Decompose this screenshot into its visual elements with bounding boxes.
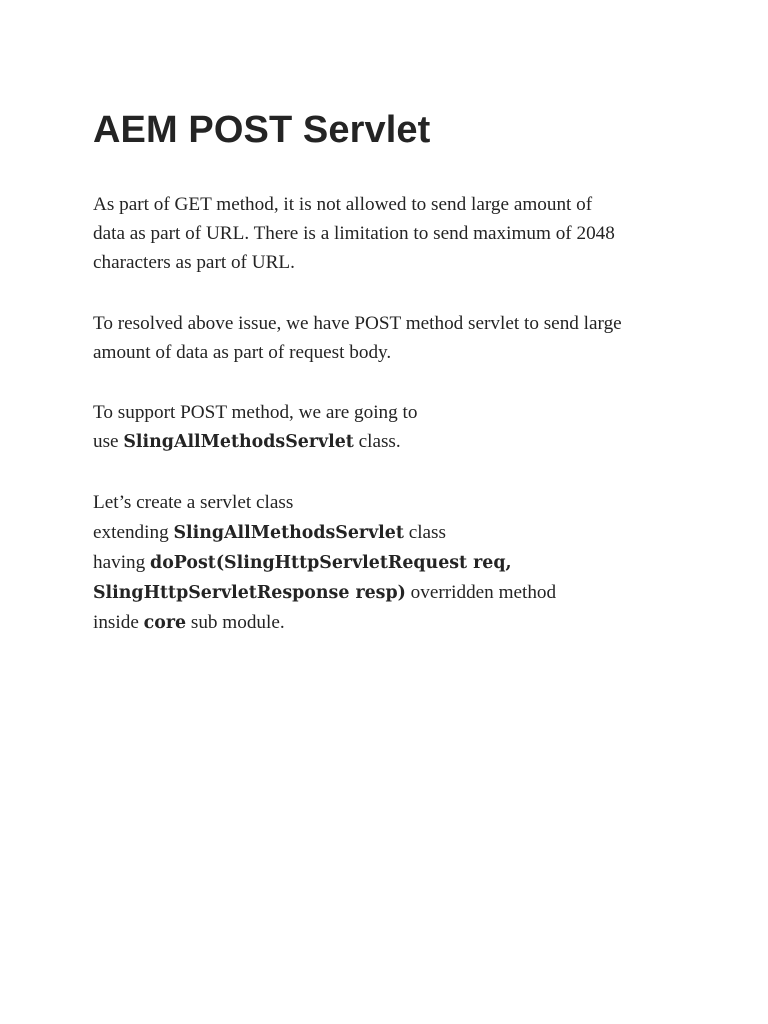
paragraph-line [93,518,683,548]
paragraph-line: characters as part of URL. [93,252,295,274]
paragraph-line [93,578,683,608]
page-title: AEM POST Servlet [93,109,431,151]
paragraph-line: amount of data as part of request body. [93,341,392,363]
paragraph-get-limitation [93,190,683,278]
bold-module-name: core [143,613,187,634]
paragraph-line: As part of GET method, it is not allowed to send large amount of [93,194,593,215]
text-run: use [93,431,124,453]
paragraph-line: Let’s create a servlet class [93,492,294,514]
paragraph-line: To support POST method, we are going to [93,402,418,424]
paragraph-line [93,548,683,578]
bold-method-signature: doPost(SlingHttpServletRequest req, [150,552,512,573]
paragraph-post-solution [93,309,683,367]
bold-method-signature: SlingHttpServletResponse resp) [93,583,406,604]
bold-class-name: SlingAllMethodsServlet [173,522,404,543]
text-run: sub module. [186,612,285,634]
text-run: overridden method [405,582,557,604]
text-run: extending [93,521,174,543]
paragraph-post-support [93,398,683,457]
text-run: class [403,521,446,543]
article-body [93,190,683,638]
text-run: having [93,551,151,573]
text-run: class. [353,431,401,453]
text-run: inside [93,612,144,634]
paragraph-line [93,608,683,638]
paragraph-line: To resolved above issue, we have POST method servlet to send large [93,312,622,334]
paragraph-create-servlet [93,488,683,638]
bold-class-name: SlingAllMethodsServlet [123,432,354,453]
paragraph-line: data as part of URL. There is a limitation to send maximum of 2048 [93,223,615,245]
paragraph-line [93,427,683,457]
